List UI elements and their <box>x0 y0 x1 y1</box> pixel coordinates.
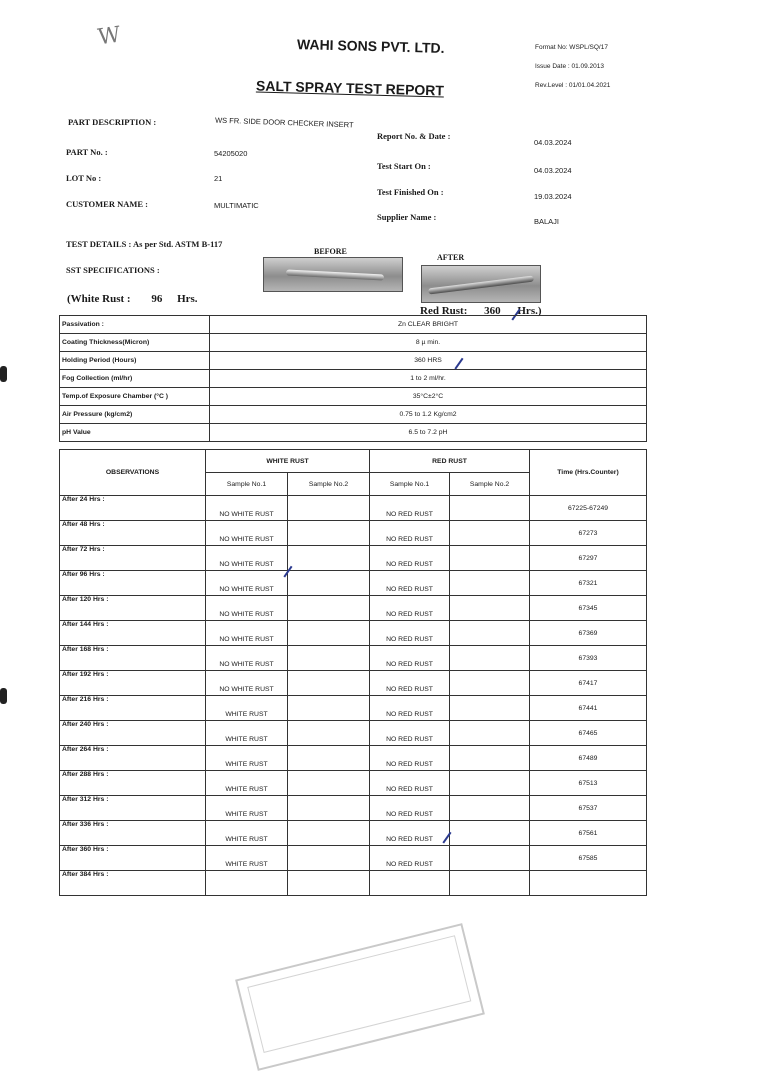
spec-row <box>60 316 647 334</box>
time-counter: 67561 <box>530 821 647 846</box>
white-sample1: WHITE RUST <box>206 696 288 721</box>
specifications-body <box>60 316 647 442</box>
white-rust-header: WHITE RUST <box>206 450 370 473</box>
obs-interval: After 360 Hrs : <box>60 846 206 871</box>
spec-key: Air Pressure (kg/cm2) <box>60 406 210 424</box>
faded-stamp <box>235 923 485 1071</box>
red-sample2 <box>450 796 530 821</box>
table-row <box>60 796 647 821</box>
white-sample1: NO WHITE RUST <box>206 496 288 521</box>
red-sample2 <box>450 671 530 696</box>
obs-interval: After 216 Hrs : <box>60 696 206 721</box>
white-sample1: NO WHITE RUST <box>206 571 288 596</box>
red-sample2 <box>450 621 530 646</box>
obs-interval: After 312 Hrs : <box>60 796 206 821</box>
white-sample1: NO WHITE RUST <box>206 671 288 696</box>
white-sample2 <box>288 571 370 596</box>
red-sample1: NO RED RUST <box>370 696 450 721</box>
spec-key: Coating Thickness(Micron) <box>60 334 210 352</box>
part-no-value: 54205020 <box>214 149 248 158</box>
table-row <box>60 696 647 721</box>
table-row <box>60 596 647 621</box>
red-sample1-header: Sample No.1 <box>370 473 450 496</box>
white-sample1: NO WHITE RUST <box>206 521 288 546</box>
report-no-value: 04.03.2024 <box>534 138 572 147</box>
punch-hole <box>0 688 7 704</box>
table-row <box>60 621 647 646</box>
obs-interval: After 288 Hrs : <box>60 771 206 796</box>
obs-interval: After 48 Hrs : <box>60 521 206 546</box>
white-sample2 <box>288 696 370 721</box>
table-row <box>60 846 647 871</box>
time-counter: 67537 <box>530 796 647 821</box>
after-photo <box>421 265 541 303</box>
red-sample1: NO RED RUST <box>370 721 450 746</box>
red-sample1: NO RED RUST <box>370 746 450 771</box>
red-sample2 <box>450 571 530 596</box>
initial-mark: W <box>96 22 123 51</box>
white-sample2 <box>288 496 370 521</box>
obs-interval: After 144 Hrs : <box>60 621 206 646</box>
obs-interval: After 24 Hrs : <box>60 496 206 521</box>
table-row <box>60 771 647 796</box>
test-finish-value: 19.03.2024 <box>534 192 572 201</box>
white-sample1: NO WHITE RUST <box>206 646 288 671</box>
white-sample2 <box>288 846 370 871</box>
time-counter: 67321 <box>530 571 647 596</box>
part-desc-value: WS FR. SIDE DOOR CHECKER INSERT <box>214 115 354 130</box>
observations-header: OBSERVATIONS <box>60 450 206 496</box>
observations-body <box>60 450 647 896</box>
obs-interval: After 336 Hrs : <box>60 821 206 846</box>
red-rust-label: Red Rust: <box>420 305 468 317</box>
spec-value: 6.5 to 7.2 pH <box>210 424 647 442</box>
supplier-value: BALAJI <box>534 217 560 226</box>
white-sample2 <box>288 546 370 571</box>
white-sample1: WHITE RUST <box>206 771 288 796</box>
table-row <box>60 821 647 846</box>
red-sample2 <box>450 496 530 521</box>
white-sample2 <box>288 746 370 771</box>
red-rust-hours: 360 <box>484 305 501 317</box>
red-sample2 <box>450 771 530 796</box>
white-sample1 <box>206 871 288 896</box>
time-counter: 67489 <box>530 746 647 771</box>
white-sample1: NO WHITE RUST <box>206 596 288 621</box>
white-sample2 <box>288 771 370 796</box>
white-rust-hours: 96 <box>151 293 163 305</box>
red-sample1: NO RED RUST <box>370 546 450 571</box>
spec-row <box>60 388 647 406</box>
red-sample2 <box>450 521 530 546</box>
white-rust-result <box>67 293 198 305</box>
red-sample1: NO RED RUST <box>370 846 450 871</box>
lot-no-label: LOT No : <box>66 173 102 183</box>
red-rust-unit: Hrs.) <box>517 305 542 317</box>
test-finish-label: Test Finished On : <box>377 187 444 197</box>
white-sample1: WHITE RUST <box>206 796 288 821</box>
obs-header-row <box>60 450 647 473</box>
spec-key: Temp.of Exposure Chamber (°C ) <box>60 388 210 406</box>
specifications-table <box>59 315 647 442</box>
red-sample1: NO RED RUST <box>370 771 450 796</box>
time-counter: 67441 <box>530 696 647 721</box>
time-counter: 67297 <box>530 546 647 571</box>
red-sample2 <box>450 871 530 896</box>
time-counter: 67273 <box>530 521 647 546</box>
spec-row <box>60 334 647 352</box>
format-no: Format No: WSPL/SQ/17 <box>535 44 608 51</box>
after-label: AFTER <box>437 253 465 262</box>
spec-row <box>60 406 647 424</box>
part-no-label: PART No. : <box>66 147 108 157</box>
white-sample2 <box>288 621 370 646</box>
obs-interval: After 384 Hrs : <box>60 871 206 896</box>
red-sample1: NO RED RUST <box>370 646 450 671</box>
white-sample2 <box>288 671 370 696</box>
time-counter: 67513 <box>530 771 647 796</box>
white-sample2 <box>288 721 370 746</box>
red-sample2 <box>450 546 530 571</box>
test-start-value: 04.03.2024 <box>534 166 572 175</box>
table-row <box>60 746 647 771</box>
table-row <box>60 571 647 596</box>
spec-value: 360 HRS <box>210 352 647 370</box>
spec-key: Holding Period (Hours) <box>60 352 210 370</box>
issue-date: Issue Date : 01.09.2013 <box>535 63 605 70</box>
before-photo <box>263 257 403 292</box>
before-label: BEFORE <box>314 247 347 256</box>
spec-row <box>60 352 647 370</box>
table-row <box>60 646 647 671</box>
time-counter: 67465 <box>530 721 647 746</box>
obs-interval: After 168 Hrs : <box>60 646 206 671</box>
table-row <box>60 496 647 521</box>
red-sample2 <box>450 746 530 771</box>
lot-no-value: 21 <box>214 174 223 183</box>
obs-interval: After 120 Hrs : <box>60 596 206 621</box>
white-sample2 <box>288 821 370 846</box>
obs-interval: After 192 Hrs : <box>60 671 206 696</box>
table-row <box>60 521 647 546</box>
obs-interval: After 72 Hrs : <box>60 546 206 571</box>
red-sample2 <box>450 846 530 871</box>
white-sample1: WHITE RUST <box>206 721 288 746</box>
white-sample2 <box>288 646 370 671</box>
sst-spec-label: SST SPECIFICATIONS : <box>66 265 160 275</box>
part-desc-label: PART DESCRIPTION : <box>68 117 157 127</box>
obs-interval: After 96 Hrs : <box>60 571 206 596</box>
red-sample1: NO RED RUST <box>370 796 450 821</box>
white-sample2 <box>288 596 370 621</box>
red-sample1 <box>370 871 450 896</box>
punch-hole <box>0 366 7 382</box>
spec-value: 35°C±2°C <box>210 388 647 406</box>
supplier-label: Supplier Name : <box>377 212 437 222</box>
red-sample1: NO RED RUST <box>370 596 450 621</box>
spec-key: Fog Collection (ml/hr) <box>60 370 210 388</box>
red-sample1: NO RED RUST <box>370 821 450 846</box>
white-sample2 <box>288 521 370 546</box>
time-counter <box>530 871 647 896</box>
company-name: WAHI SONS PVT. LTD. <box>296 36 445 56</box>
white-sample2 <box>288 871 370 896</box>
red-sample2 <box>450 696 530 721</box>
table-row <box>60 871 647 896</box>
spec-row <box>60 370 647 388</box>
red-sample2 <box>450 721 530 746</box>
time-counter: 67417 <box>530 671 647 696</box>
time-counter: 67225-67249 <box>530 496 647 521</box>
report-no-label: Report No. & Date : <box>377 131 451 141</box>
red-sample1: NO RED RUST <box>370 521 450 546</box>
white-sample2 <box>288 796 370 821</box>
format-block <box>535 38 610 95</box>
white-sample1: WHITE RUST <box>206 746 288 771</box>
test-details: TEST DETAILS : As per Std. ASTM B-117 <box>66 239 223 249</box>
spec-value: Zn CLEAR BRIGHT <box>210 316 647 334</box>
time-counter: 67393 <box>530 646 647 671</box>
red-sample2 <box>450 821 530 846</box>
time-counter: 67369 <box>530 621 647 646</box>
obs-interval: After 264 Hrs : <box>60 746 206 771</box>
observations-table <box>59 449 647 896</box>
white-rust-label: (White Rust : <box>67 293 131 305</box>
red-sample2 <box>450 646 530 671</box>
report-title: SALT SPRAY TEST REPORT <box>255 77 445 99</box>
white-sample2-header: Sample No.2 <box>288 473 370 496</box>
customer-value: MULTIMATIC <box>214 201 259 210</box>
red-sample1: NO RED RUST <box>370 496 450 521</box>
white-sample1: WHITE RUST <box>206 821 288 846</box>
time-counter: 67585 <box>530 846 647 871</box>
spec-value: 8 µ min. <box>210 334 647 352</box>
white-rust-unit: Hrs. <box>177 293 198 305</box>
red-sample1: NO RED RUST <box>370 571 450 596</box>
test-start-label: Test Start On : <box>377 161 431 171</box>
spec-key: Passivation : <box>60 316 210 334</box>
time-counter: 67345 <box>530 596 647 621</box>
red-rust-header: RED RUST <box>370 450 530 473</box>
red-sample1: NO RED RUST <box>370 621 450 646</box>
red-sample2 <box>450 596 530 621</box>
table-row <box>60 721 647 746</box>
rev-level: Rev.Level : 01/01.04.2021 <box>535 82 611 89</box>
white-sample1: WHITE RUST <box>206 846 288 871</box>
spec-key: pH Value <box>60 424 210 442</box>
white-sample1-header: Sample No.1 <box>206 473 288 496</box>
time-header: Time (Hrs.Counter) <box>530 450 647 496</box>
spec-row <box>60 424 647 442</box>
spec-value: 0.75 to 1.2 Kg/cm2 <box>210 406 647 424</box>
obs-interval: After 240 Hrs : <box>60 721 206 746</box>
white-sample1: NO WHITE RUST <box>206 621 288 646</box>
white-sample1: NO WHITE RUST <box>206 546 288 571</box>
customer-label: CUSTOMER NAME : <box>66 199 149 209</box>
red-sample1: NO RED RUST <box>370 671 450 696</box>
table-row <box>60 546 647 571</box>
red-sample2-header: Sample No.2 <box>450 473 530 496</box>
table-row <box>60 671 647 696</box>
spec-value: 1 to 2 ml/hr. <box>210 370 647 388</box>
stamp-inner-border <box>247 935 471 1053</box>
